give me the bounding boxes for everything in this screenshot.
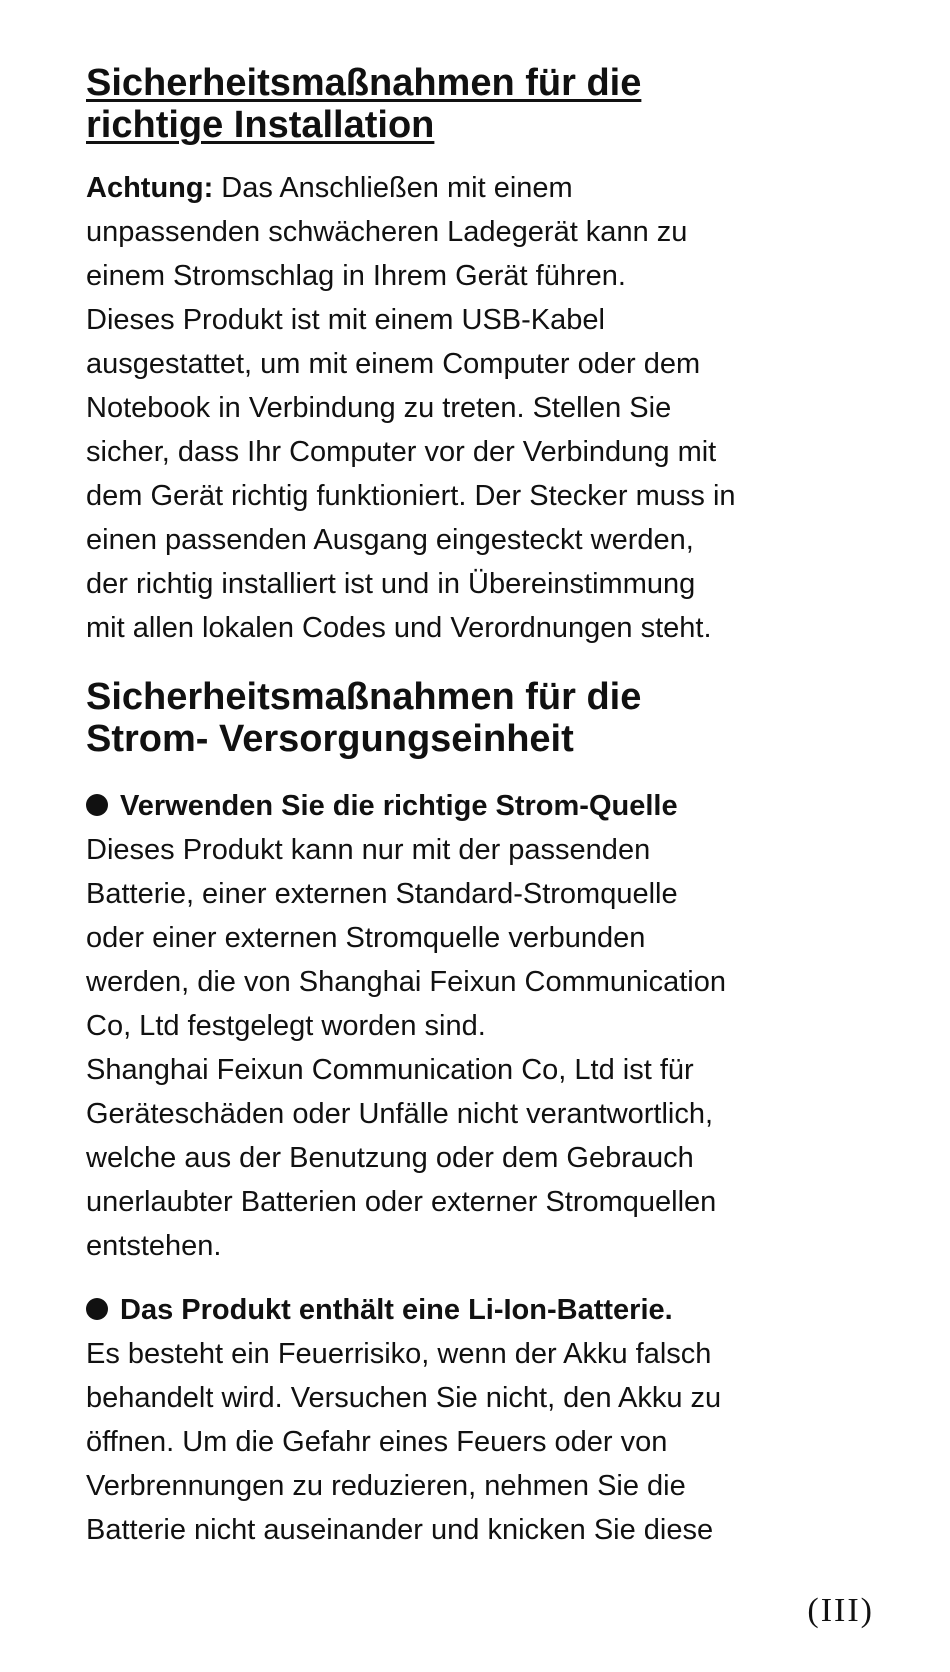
- text-line: der richtig installiert ist und in Übereinstimmung: [86, 568, 696, 600]
- text-line: einem Stromschlag in Ihrem Gerät führen.: [86, 260, 626, 292]
- page-number: (III): [807, 1592, 874, 1629]
- installation-paragraph: [86, 166, 886, 650]
- text-line: werden, die von Shanghai Feixun Communication: [86, 966, 726, 998]
- text-line: öffnen. Um die Gefahr eines Feuers oder von: [86, 1426, 668, 1458]
- section-installation-heading: [86, 62, 886, 146]
- text-line: Dieses Produkt ist mit einem USB-Kabel: [86, 304, 605, 336]
- text-line: unpassenden schwächeren Ladegerät kann zu: [86, 216, 688, 248]
- bullet-battery-title: Das Produkt enthält eine Li-Ion-Batterie.: [86, 1288, 886, 1332]
- text-line: Geräteschäden oder Unfälle nicht verantwortlich,: [86, 1098, 714, 1130]
- text-line: behandelt wird. Versuchen Sie nicht, den Akku zu: [86, 1382, 722, 1414]
- text-line: welche aus der Benutzung oder dem Gebrauch: [86, 1142, 694, 1174]
- heading-line-1: Sicherheitsmaßnahmen für die: [86, 62, 642, 104]
- section-power-supply-heading: [86, 676, 886, 760]
- text-line: Batterie, einer externen Standard-Stromquelle: [86, 878, 678, 910]
- bullet-icon: [86, 1298, 108, 1320]
- warning-label: Achtung:: [86, 172, 214, 204]
- text-line: Es besteht ein Feuerrisiko, wenn der Akku falsch: [86, 1338, 712, 1370]
- text-line: Dieses Produkt kann nur mit der passenden: [86, 834, 651, 866]
- text-line: Verbrennungen zu reduzieren, nehmen Sie die: [86, 1470, 686, 1502]
- text-line: einen passenden Ausgang eingesteckt werden,: [86, 524, 694, 556]
- bullet-power-source-title: Verwenden Sie die richtige Strom-Quelle: [86, 784, 886, 828]
- text-line: ausgestattet, um mit einem Computer oder dem: [86, 348, 701, 380]
- text-line: entstehen.: [86, 1230, 222, 1262]
- text-line: Notebook in Verbindung zu treten. Stellen Sie: [86, 392, 672, 424]
- battery-paragraph: [86, 1332, 886, 1552]
- text-line: Co, Ltd festgelegt worden sind.: [86, 1010, 486, 1042]
- power-source-paragraph: [86, 828, 886, 1268]
- document-page: [86, 62, 886, 1552]
- text-line: mit allen lokalen Codes und Verordnungen steht.: [86, 612, 712, 644]
- text-line: Batterie nicht auseinander und knicken Sie diese: [86, 1514, 714, 1546]
- bullet-icon: [86, 794, 108, 816]
- heading-line-2: richtige Installation: [86, 104, 435, 146]
- text-line: unerlaubter Batterien oder externer Stromquellen: [86, 1186, 717, 1218]
- text-line: Achtung: Das Anschließen mit einem: [86, 172, 573, 204]
- text-line: Shanghai Feixun Communication Co, Ltd ist für: [86, 1054, 694, 1086]
- heading-line-1: Sicherheitsmaßnahmen für die: [86, 676, 642, 718]
- text-line: sicher, dass Ihr Computer vor der Verbindung mit: [86, 436, 717, 468]
- heading-line-2: Strom- Versorgungseinheit: [86, 718, 574, 760]
- text-line: oder einer externen Stromquelle verbunden: [86, 922, 646, 954]
- text-line: dem Gerät richtig funktioniert. Der Stecker muss in: [86, 480, 736, 512]
